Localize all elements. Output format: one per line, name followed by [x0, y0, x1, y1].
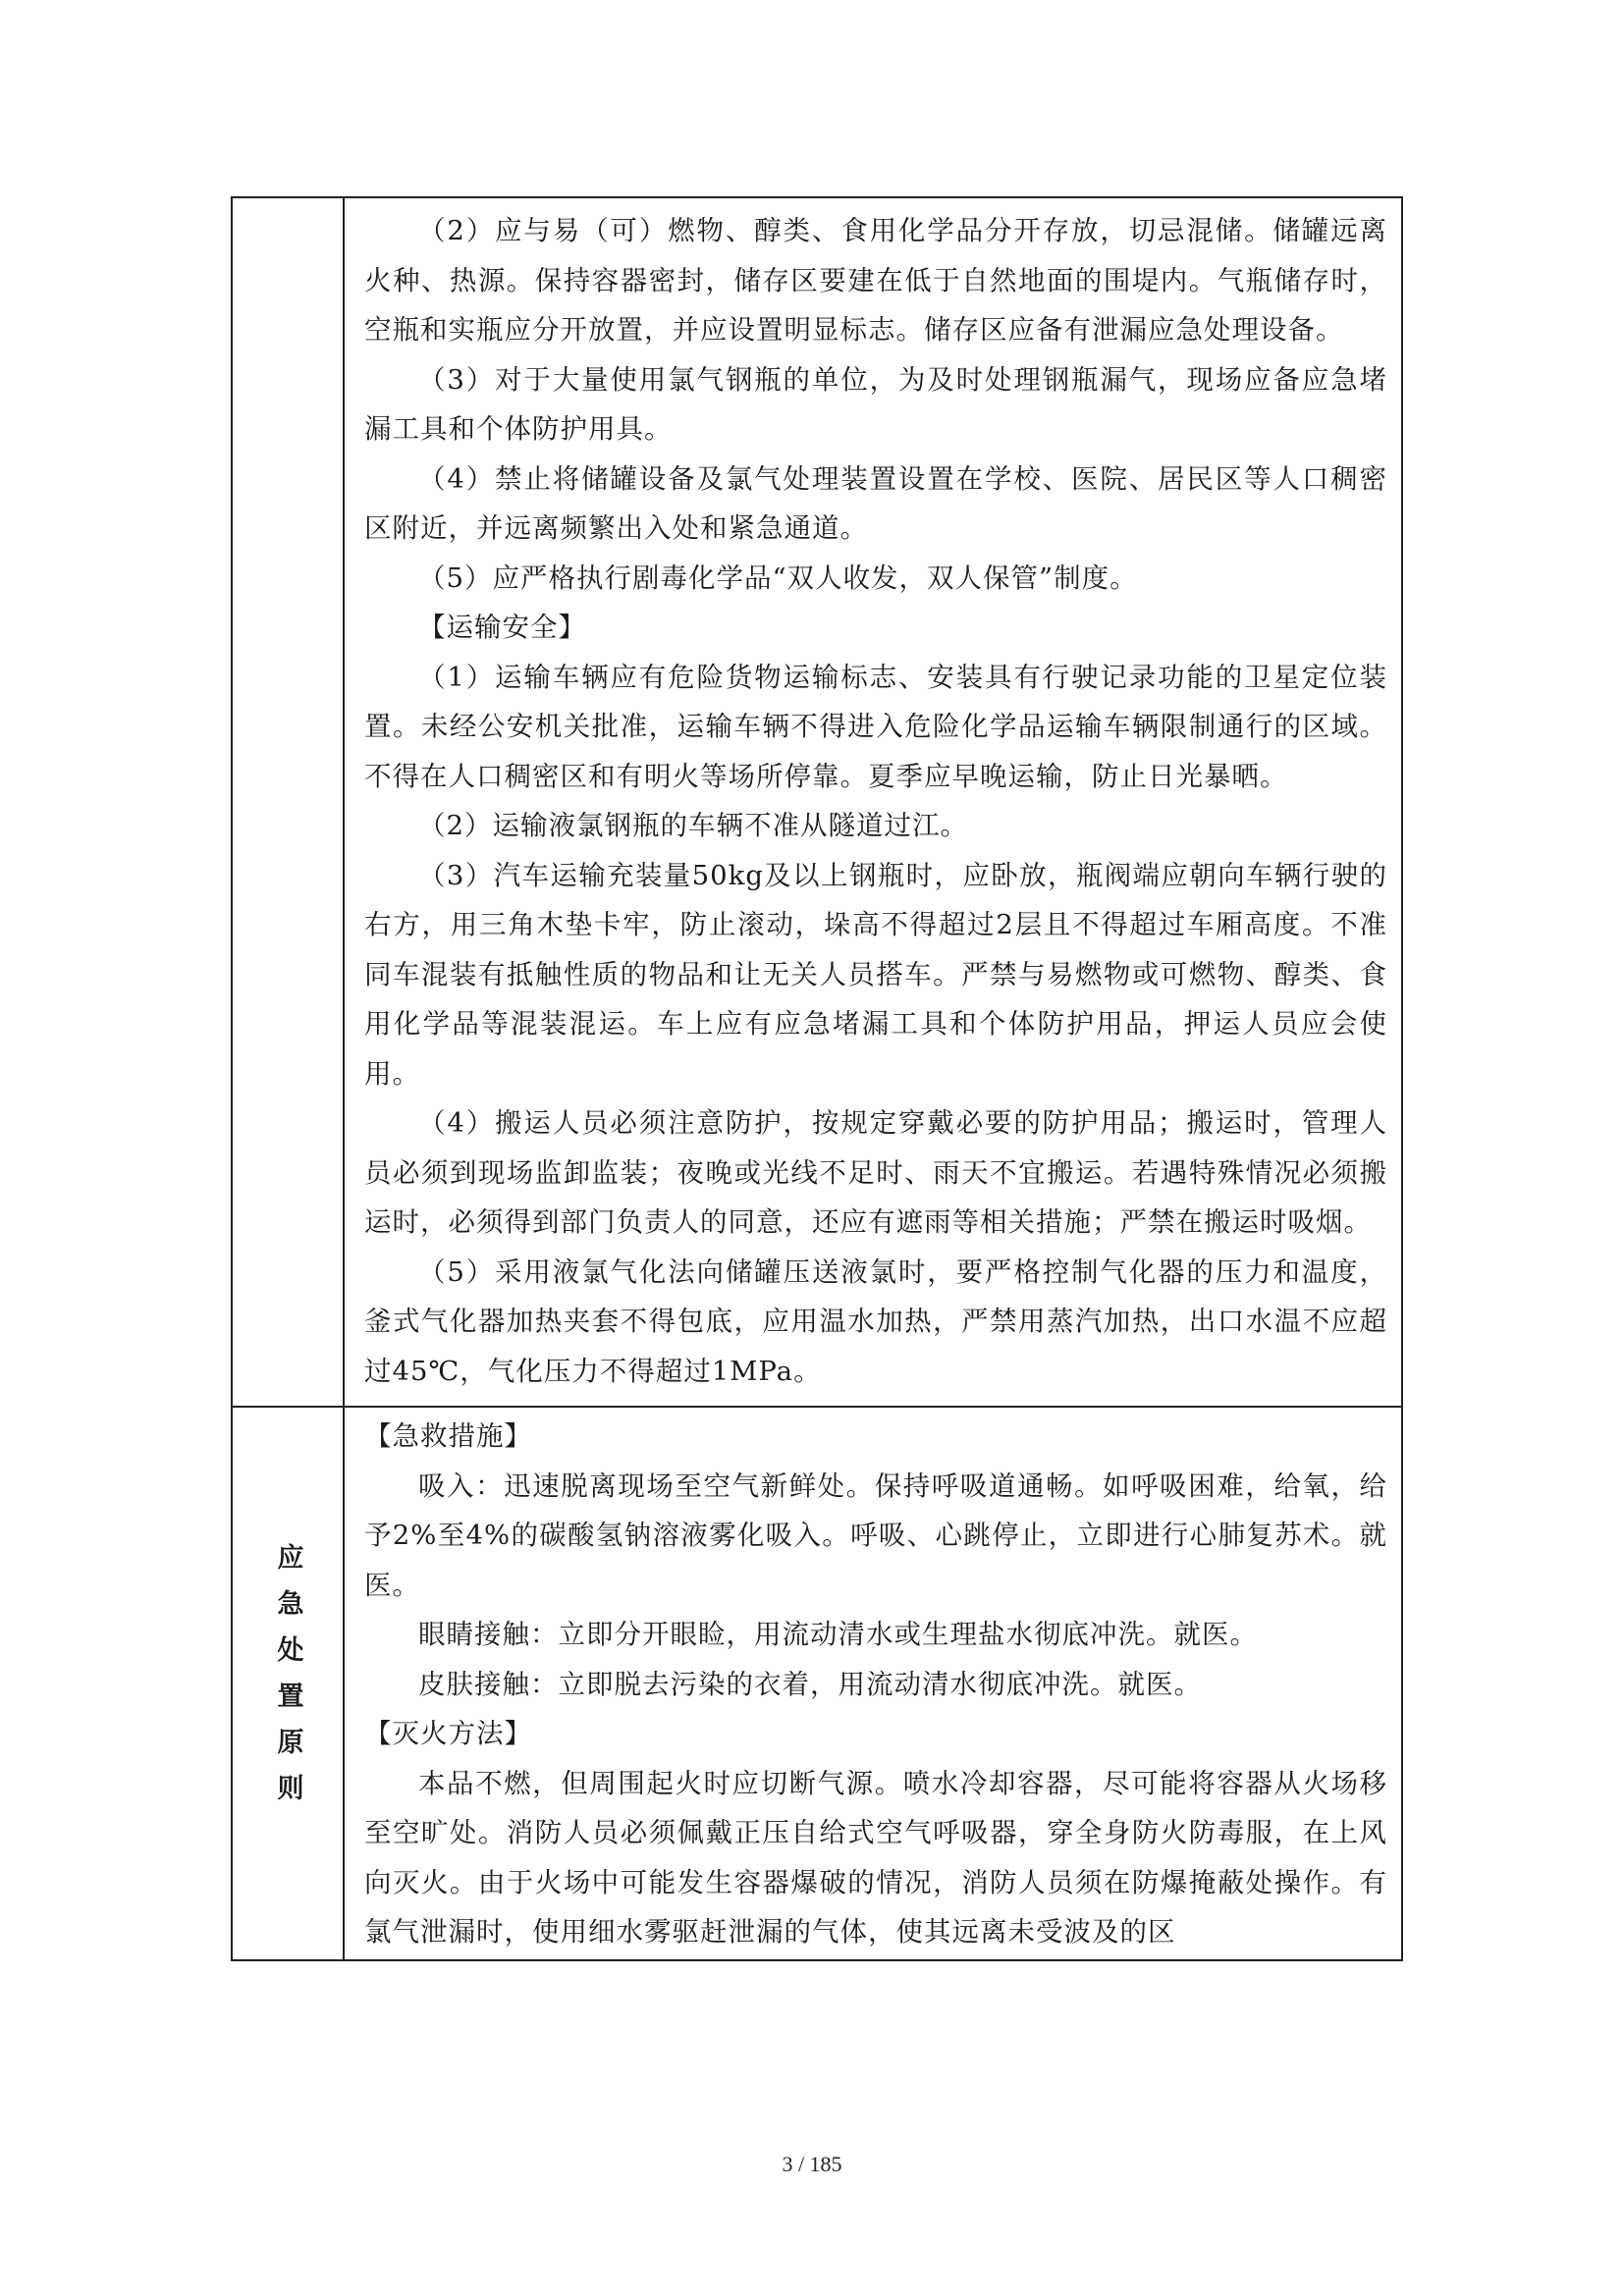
section-heading-fire-fighting: 【灭火方法】 [364, 1718, 532, 1749]
section-heading-transport: 【运输安全】 [418, 612, 586, 643]
paragraph-storage-2: （2）应与易（可）燃物、醇类、食用化学品分开存放，切忌混储。储罐远离火种、热源。保持容器密封，储存区要建在低于自然地面的围堤内。气瓶储存时，空瓶和实瓶应分开放置，并应设置明显标志。储存区应备有泄漏应急处理设备。 [364, 215, 1387, 346]
paragraph-skin-contact: 皮肤接触：立即脱去污染的衣着，用流动清水彻底冲洗。就医。 [418, 1668, 1202, 1700]
page-number: 3 / 185 [782, 2152, 842, 2176]
document-table [231, 196, 1403, 1961]
paragraph-transport-1: （1）运输车辆应有危险货物运输标志、安装具有行驶记录功能的卫星定位装置。未经公安机关批准，运输车辆不得进入危险化学品运输车辆限制通行的区域。不得在人口稠密区和有明火等场所停靠。夏季应早晚运输，防止日光暴晒。 [364, 661, 1387, 792]
paragraph-eye-contact: 眼睛接触：立即分开眼睑，用流动清水或生理盐水彻底冲洗。就医。 [418, 1619, 1258, 1650]
table-row-storage-transport [232, 197, 1402, 1407]
paragraph-transport-4: （4）搬运人员必须注意防护，按规定穿戴必要的防护用品；搬运时，管理人员必须到现场监卸监装；夜晚或光线不足时、雨天不宜搬运。若遇特殊情况必须搬运时，必须得到部门负责人的同意，还应有遮雨等相关措施；严禁在搬运时吸烟。 [364, 1107, 1387, 1238]
paragraph-transport-5: （5）采用液氯气化法向储罐压送液氯时，要严格控制气化器的压力和温度，釜式气化器加热夹套不得包底，应用温水加热，严禁用蒸汽加热，出口水温不应超过45℃，气化压力不得超过1MPa。 [364, 1255, 1387, 1387]
row-label-emergency-principles: 应急处置原则 [272, 1542, 303, 1820]
section-heading-first-aid: 【急救措施】 [364, 1420, 532, 1452]
row-content-cell [344, 197, 1402, 1407]
row-content-cell [344, 1407, 1402, 1960]
table-row-emergency [232, 1407, 1402, 1960]
paragraph-transport-3: （3）汽车运输充装量50kg及以上钢瓶时，应卧放，瓶阀端应朝向车辆行驶的右方，用三角木垫卡牢，防止滚动，垛高不得超过2层且不得超过车厢高度。不准同车混装有抵触性质的物品和让无关人员搭车。严禁与易燃物或可燃物、醇类、食用化学品等混装混运。车上应有应急堵漏工具和个体防护用品，押运人员应会使用。 [364, 859, 1387, 1090]
paragraph-inhalation: 吸入：迅速脱离现场至空气新鲜处。保持呼吸道通畅。如呼吸困难，给氧，给予2%至4%的碳酸氢钠溶液雾化吸入。呼吸、心跳停止，立即进行心肺复苏术。就医。 [364, 1469, 1387, 1601]
paragraph-transport-2: （2）运输液氯钢瓶的车辆不准从隧道过江。 [418, 810, 968, 841]
paragraph-fire-fighting: 本品不燃，但周围起火时应切断气源。喷水冷却容器，尽可能将容器从火场移至空旷处。消防人员必须佩戴正压自给式空气呼吸器，穿全身防火防毒服，在上风向灭火。由于火场中可能发生容器爆破的情况，消防人员须在防爆掩蔽处操作。有氯气泄漏时，使用细水雾驱赶泄漏的气体，使其远离未受波及的区 [364, 1767, 1387, 1948]
paragraph-storage-4: （4）禁止将储罐设备及氯气处理装置设置在学校、医院、居民区等人口稠密区附近，并远离频繁出入处和紧急通道。 [364, 462, 1387, 544]
paragraph-storage-5: （5）应严格执行剧毒化学品“双人收发，双人保管”制度。 [418, 561, 1138, 594]
row-label-cell [232, 1407, 344, 1960]
paragraph-storage-3: （3）对于大量使用氯气钢瓶的单位，为及时处理钢瓶漏气，现场应备应急堵漏工具和个体防护用具。 [364, 363, 1387, 445]
row-label-cell [232, 197, 344, 1407]
